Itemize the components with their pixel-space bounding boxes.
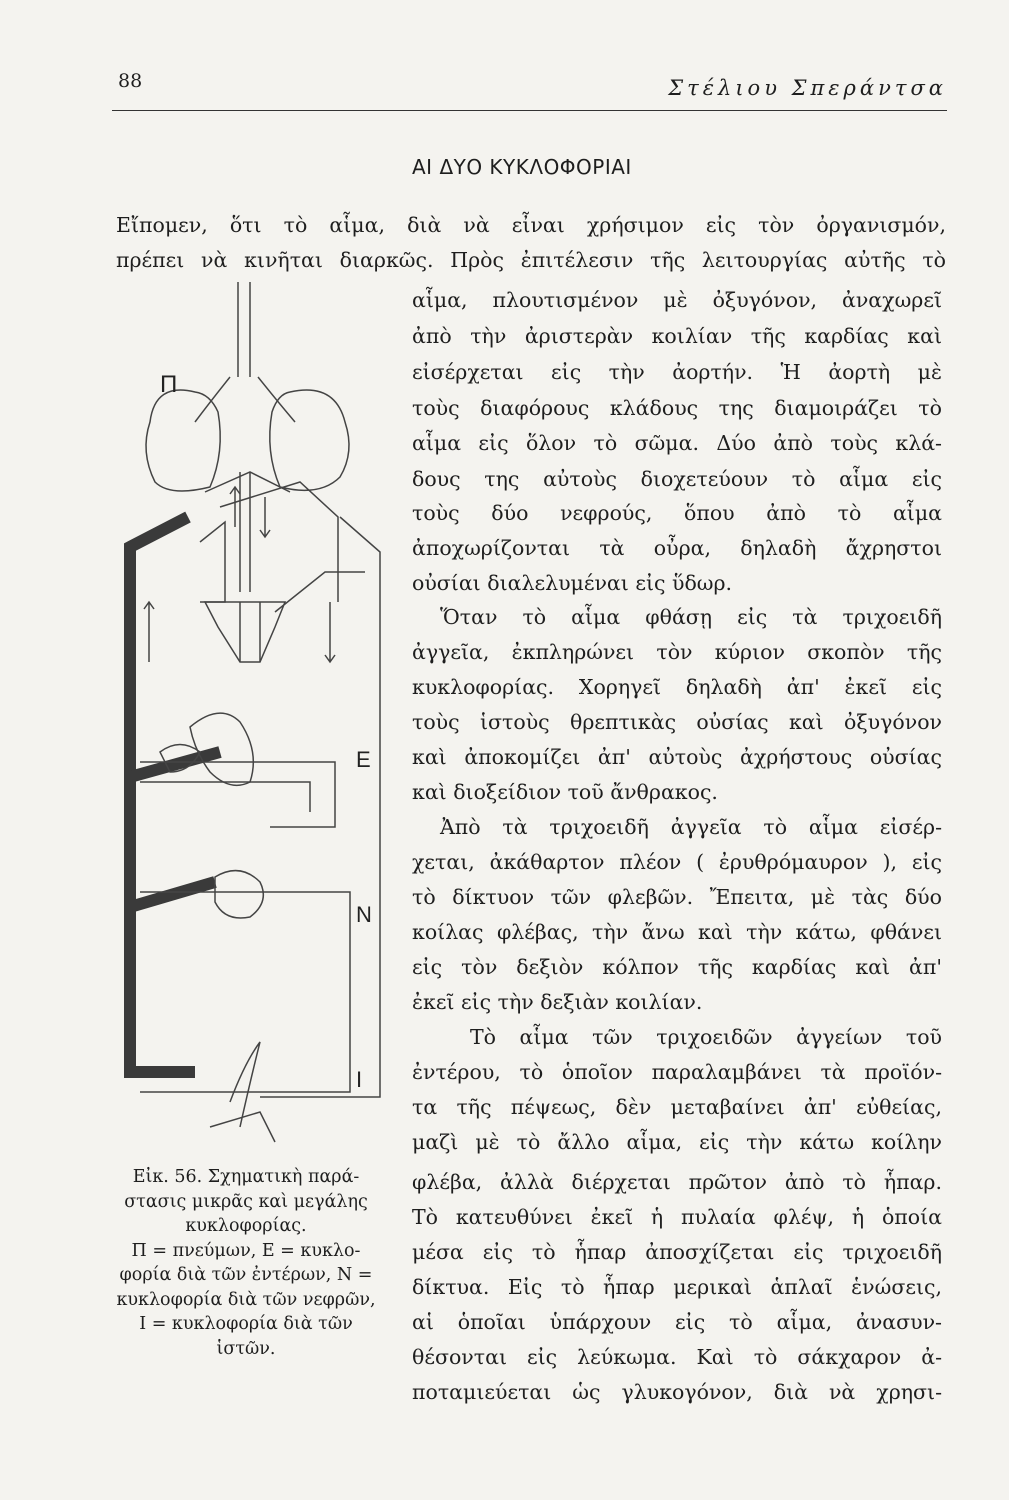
kidney-drawing (215, 871, 263, 918)
text-line: ἀπὸ τὴν ἀριστερὰν κοιλίαν τῆς καρδίας καὶ (412, 324, 942, 348)
text-line: καὶ ἀποκομίζει ἀπ' αὐτοὺς ἀχρήστους οὐσίας (412, 745, 942, 769)
text-line: Τὸ κατευθύνει ἐκεῖ ἡ πυλαία φλέψ, ἡ ὁποία (412, 1205, 942, 1229)
section-title: ΑΙ ΔΥΟ ΚΥΚΛΟΦΟΡΙΑΙ (412, 155, 632, 179)
figure-caption (96, 1165, 396, 1361)
arrow-up-left (144, 602, 154, 662)
text-line: εἰς τὸν δεξιὸν κόλπον τῆς καρδίας καὶ ἀπ' (412, 955, 942, 979)
caption-line: φορία διὰ τῶν ἐντέρων, Ν = (119, 1265, 373, 1285)
text-line: τοὺς ἱστοὺς θρεπτικὰς οὐσίας καὶ ὀξυγόνον (412, 710, 942, 734)
text-line: ἐκεῖ εἰς τὴν δεξιὰν κοιλίαν. (412, 990, 703, 1014)
header-author: Στέλιου Σπεράντσα (668, 76, 947, 100)
arrow-up (230, 487, 240, 527)
text-line: τα τῆς πέψεως, δὲν μεταβαίνει ἀπ' εὐθείας, (412, 1095, 942, 1119)
caption-line: ἱστῶν. (216, 1338, 276, 1359)
text-line: μέσα εἰς τὸ ἧπαρ ἀποσχίζεται εἰς τριχοειδῆ (412, 1240, 942, 1264)
heart-drawing (205, 602, 285, 662)
arrow-down-right (325, 602, 335, 662)
text-line: πρέπει νὰ κινῆται διαρκῶς. Πρὸς ἐπιτέλεσιν τῆς λειτουργίας αὐτῆς τὸ (116, 248, 946, 272)
trachea-drawing (195, 282, 295, 422)
header-rule (112, 110, 947, 111)
text-line: κοίλας φλέβας, τὴν ἄνω καὶ τὴν κάτω, φθάνει (412, 920, 942, 944)
text-line: αἷμα, πλουτισμένον μὲ ὀξυγόνον, ἀναχωρεῖ (412, 288, 942, 312)
circulation-diagram (100, 282, 400, 1152)
text-line: τοὺς διαφόρους κλάδους της διαμοιράζει τὸ (412, 396, 942, 420)
text-line: δίκτυα. Εἰς τὸ ἧπαρ μερικαὶ ἁπλαῖ ἑνώσεις, (412, 1275, 942, 1299)
caption-line: Εἰκ. 56. Σχηματικὴ παρά- (132, 1167, 360, 1187)
caption-line: στασις μικρᾶς καὶ μεγάλης (124, 1191, 368, 1212)
label-tissues: Ι (356, 1067, 363, 1092)
text-line: αἱ ὁποῖαι ὑπάρχουν εἰς τὸ αἷμα, ἀνασυν- (412, 1310, 942, 1334)
label-intestines: Ε (356, 747, 371, 772)
text-line: κυκλοφορίας. Χορηγεῖ δηλαδὴ ἀπ' ἐκεῖ εἰς (412, 675, 942, 699)
text-line: ἐντέρου, τὸ ὁποῖον παραλαμβάνει τὰ προϊόν- (412, 1060, 942, 1084)
text-line: τοὺς δύο νεφρούς, ὅπου ἀπὸ τὸ αἷμα (412, 501, 942, 525)
aorta-path (130, 517, 195, 1072)
text-line: αἷμα εἰς ὅλον τὸ σῶμα. Δύο ἀπὸ τοὺς κλά- (412, 431, 942, 455)
caption-line: κυκλοφορία διὰ τῶν νεφρῶν, (116, 1289, 376, 1310)
text-line: ποταμιεύεται ὡς γλυκογόνον, διὰ νὰ χρησι- (412, 1380, 942, 1404)
text-line: δους της αὐτοὺς διοχετεύουν τὸ αἷμα εἰς (412, 467, 942, 491)
text-line: Ὅταν τὸ αἷμα φθάσῃ εἰς τὰ τριχοειδῆ (440, 605, 942, 629)
caption-line: κυκλοφορίας. (185, 1216, 307, 1236)
text-line: Ἀπὸ τὰ τριχοειδῆ ἀγγεῖα τὸ αἷμα εἰσέρ- (440, 815, 942, 839)
text-line: θέσονται εἰς λεύκωμα. Καὶ τὸ σάκχαρον ἀ- (412, 1345, 942, 1369)
text-line: φλέβα, ἀλλὰ διέρχεται πρῶτον ἀπὸ τὸ ἧπαρ. (412, 1170, 942, 1194)
label-lungs: Π (160, 371, 178, 398)
caption-line: Ι = κυκλοφορία διὰ τῶν (139, 1314, 353, 1334)
text-line: Τὸ αἷμα τῶν τριχοειδῶν ἀγγείων τοῦ (470, 1025, 942, 1049)
header-page-number: 88 (118, 70, 143, 92)
text-line: ἀγγεῖα, ἐκπληρώνει τὸν κύριον σκοπὸν τῆς (412, 640, 942, 664)
lung-left-drawing (146, 390, 220, 491)
label-kidneys: Ν (356, 902, 372, 927)
text-line: Εἴπομεν, ὅτι τὸ αἷμα, διὰ νὰ εἶναι χρήσιμον εἰς τὸν ὀργανισμόν, (116, 213, 946, 237)
text-line: ἀποχωρίζονται τὰ οὖρα, δηλαδὴ ἄχρηστοι (412, 536, 942, 560)
arrow-down (260, 497, 270, 537)
text-line: τὸ δίκτυον τῶν φλεβῶν. Ἔπειτα, μὲ τὰς δύο (412, 885, 942, 909)
text-line: χεται, ἀκάθαρτον πλέον ( ἐρυθρόμαυρον ), εἰς (412, 850, 942, 874)
caption-line: Π = πνεύμων, Ε = κυκλο- (131, 1240, 361, 1261)
text-line: μαζὶ μὲ τὸ ἄλλο αἷμα, εἰς τὴν κάτω κοίλην (412, 1130, 942, 1154)
text-line: εἰσέρχεται εἰς τὴν ἀορτήν. Ἡ ἀορτὴ μὲ (412, 360, 942, 384)
text-line: οὐσίαι διαλελυμέναι εἰς ὕδωρ. (412, 571, 733, 595)
text-line: καὶ διοξείδιον τοῦ ἄνθρακος. (412, 780, 718, 804)
